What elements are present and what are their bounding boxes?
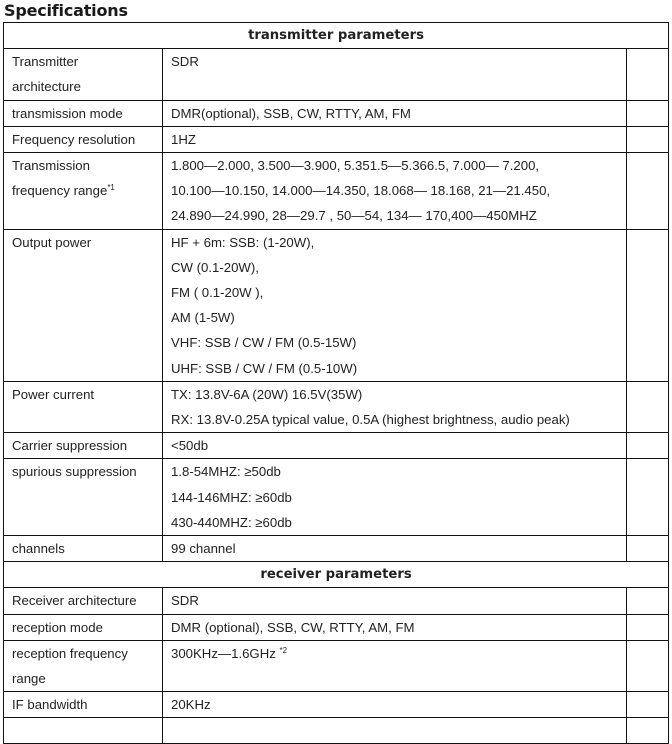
- value-line: 1.800—2.000, 3.500—3.900, 5.351.5—5.366.5, 7.000— 7.200,: [171, 158, 540, 174]
- row-label: [4, 692, 163, 718]
- label-line: reception mode: [12, 619, 103, 635]
- table-row: [4, 433, 669, 459]
- row-label: [4, 100, 163, 126]
- label-line: Carrier suppression: [12, 438, 128, 454]
- label-line: Output power: [12, 234, 92, 250]
- value-line: 99 channel: [171, 541, 236, 557]
- value-line: 430-440MHZ: ≥60db: [171, 514, 292, 530]
- table-row: [4, 614, 669, 640]
- row-value: [163, 126, 627, 152]
- empty-cell: [627, 692, 669, 718]
- label-text: frequency range: [12, 183, 108, 199]
- row-label: [4, 459, 163, 536]
- row-label: [4, 229, 163, 381]
- value-line: VHF: SSB / CW / FM (0.5-15W): [171, 335, 357, 351]
- table-row: [4, 100, 669, 126]
- footnote-marker: *1: [107, 183, 115, 193]
- label-line: reception frequency: [12, 645, 128, 661]
- table-row: [4, 588, 669, 614]
- label-line: Transmission: [12, 158, 90, 174]
- value-line: RX: 13.8V-0.25A typical value, 0.5A (highest brightness, audio peak): [171, 412, 570, 428]
- label-line: Receiver architecture: [12, 593, 137, 609]
- value-line: 24.890—24.990, 28—29.7 , 50—54, 134— 170,400—450MHZ: [171, 208, 537, 224]
- row-label: [4, 536, 163, 562]
- row-value: [163, 692, 627, 718]
- value-line: HF + 6m: SSB: (1-20W),: [171, 234, 315, 250]
- row-label: [4, 433, 163, 459]
- table-row: [4, 229, 669, 381]
- value-line: CW (0.1-20W),: [171, 259, 259, 275]
- empty-cell: [627, 381, 669, 432]
- row-label: [4, 49, 163, 100]
- empty-cell: [627, 640, 669, 691]
- value-line: 1HZ: [171, 131, 196, 147]
- row-value: [163, 229, 627, 381]
- empty-cell: [627, 536, 669, 562]
- value-line: SDR: [171, 593, 199, 609]
- page-title: Specifications: [4, 1, 128, 20]
- value-line: DMR (optional), SSB, CW, RTTY, AM, FM: [171, 619, 415, 635]
- row-label: [4, 126, 163, 152]
- row-value: [163, 381, 627, 432]
- row-value: [163, 614, 627, 640]
- table-row: [4, 49, 669, 100]
- value-line: SDR: [171, 54, 199, 70]
- value-line: 10.100—10.150, 14.000—14.350, 18.068— 18.168, 21—21.450,: [171, 183, 551, 199]
- empty-cell: [627, 100, 669, 126]
- value-line: 20KHz: [171, 697, 211, 713]
- row-value: [163, 100, 627, 126]
- table-row: [4, 536, 669, 562]
- row-value: [163, 640, 627, 691]
- value-text: 300KHz—1.6GHz: [171, 645, 276, 661]
- table-row: [4, 153, 669, 230]
- label-line: Frequency resolution: [12, 131, 136, 147]
- row-value: [163, 433, 627, 459]
- value-line: <50db: [171, 438, 209, 454]
- empty-cell: [627, 229, 669, 381]
- section-header-row: [4, 562, 669, 588]
- row-label: [4, 588, 163, 614]
- row-value: [163, 536, 627, 562]
- table-row: [4, 126, 669, 152]
- table-row: [4, 640, 669, 691]
- footnote-marker: *2: [279, 645, 288, 655]
- row-value: [163, 459, 627, 536]
- empty-cell: [627, 718, 669, 743]
- value-line: UHF: SSB / CW / FM (0.5-10W): [171, 360, 358, 376]
- label-line: architecture: [12, 79, 81, 95]
- value-line: FM ( 0.1-20W ),: [171, 285, 264, 301]
- value-line: 144-146MHZ: ≥60db: [171, 489, 292, 505]
- value-line: AM (1-5W): [171, 310, 235, 326]
- specifications-table: [3, 22, 669, 744]
- value-line: TX: 13.8V-6A (20W) 16.5V(35W): [171, 386, 363, 402]
- label-line: range: [12, 671, 46, 687]
- empty-cell: [627, 588, 669, 614]
- table-row-partial: [4, 718, 669, 743]
- table-row: [4, 692, 669, 718]
- empty-cell: [627, 126, 669, 152]
- row-label: [4, 718, 163, 743]
- value-line: DMR(optional), SSB, CW, RTTY, AM, FM: [171, 105, 411, 121]
- table-row: [4, 381, 669, 432]
- label-line: Power current: [12, 386, 95, 402]
- label-line: IF bandwidth: [12, 697, 88, 713]
- transmitter-section-header: transmitter parameters: [4, 23, 669, 49]
- row-label: [4, 614, 163, 640]
- value-line: [171, 641, 626, 666]
- empty-cell: [627, 459, 669, 536]
- section-header-row: [4, 23, 669, 49]
- row-value: [163, 49, 627, 100]
- empty-cell: [627, 433, 669, 459]
- row-label: [4, 381, 163, 432]
- row-value: [163, 718, 627, 743]
- row-label: [4, 153, 163, 230]
- table-row: [4, 459, 669, 536]
- row-value: [163, 588, 627, 614]
- receiver-section-header: receiver parameters: [4, 562, 669, 588]
- empty-cell: [627, 614, 669, 640]
- label-line: [12, 178, 162, 203]
- row-value: [163, 153, 627, 230]
- empty-cell: [627, 49, 669, 100]
- label-line: transmission mode: [12, 105, 123, 121]
- value-line: 1.8-54MHZ: ≥50db: [171, 464, 281, 480]
- label-line: Transmitter: [12, 54, 79, 70]
- label-line: spurious suppression: [12, 464, 137, 480]
- label-line: channels: [12, 541, 65, 557]
- empty-cell: [627, 153, 669, 230]
- row-label: [4, 640, 163, 691]
